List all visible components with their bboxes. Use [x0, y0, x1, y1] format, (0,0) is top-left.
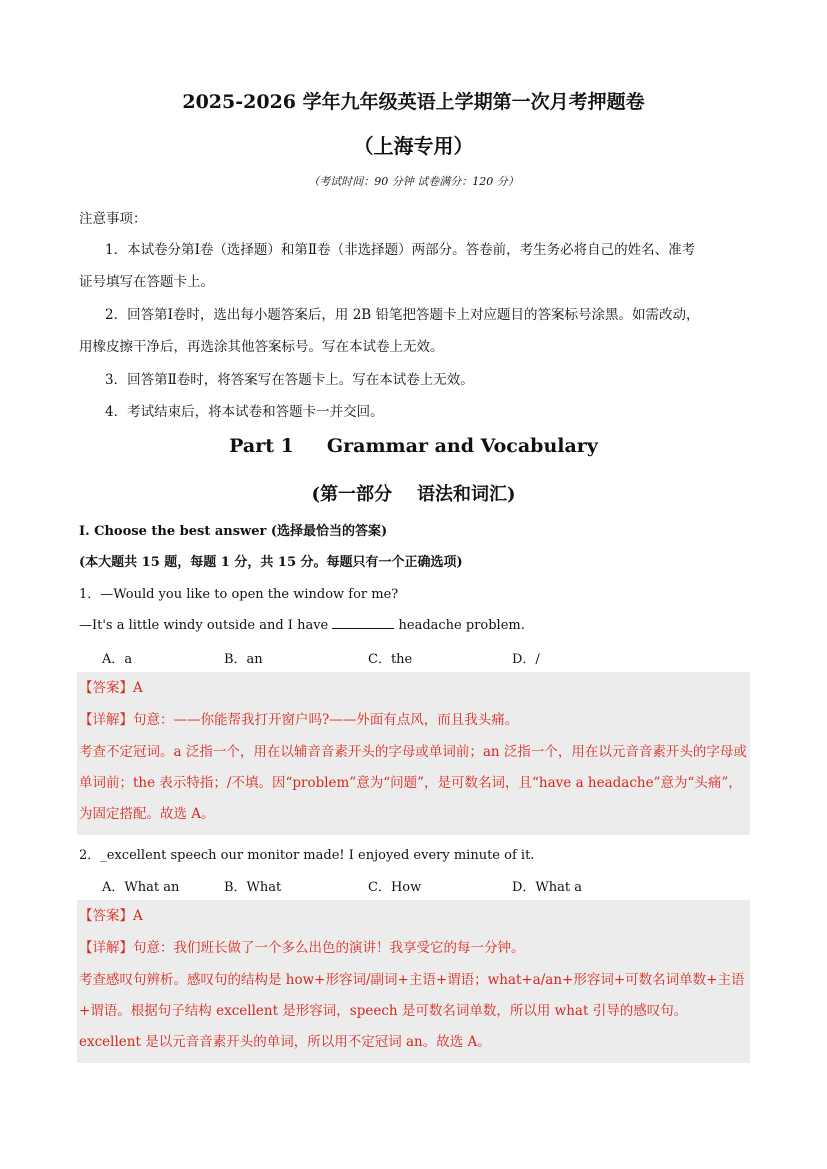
question-1-stem: 1．—Would you like to open the window for me?	[79, 587, 399, 602]
notice-item-1-line-2: 证号填写在答题卡上。	[79, 274, 214, 290]
question-1-option-d[interactable]: D．/	[512, 652, 540, 667]
exam-subtitle: （上海专用）	[353, 134, 474, 158]
question-2-option-b[interactable]: B．What	[224, 880, 282, 895]
question-2-stem: 2．_excellent speech our monitor made! I enjoyed every minute of it.	[79, 848, 535, 863]
section-instructions: (本大题共 15 题，每题 1 分，共 15 分。每题只有一个正确选项)	[79, 555, 463, 570]
answer-blank	[332, 616, 394, 629]
notice-item-2-line-2: 用橡皮擦干净后，再选涂其他答案标号。写在本试卷上无效。	[79, 339, 444, 355]
question-2-explanation: 考查感叹句辨析。感叹句的结构是 how+形容词/副词+主语+谓语；what+a/an+形容词+可数名词单数+主语+谓语。根据句子结构 excellent 是形容词，speech 是可数名词单数，所以用 what 引导的感叹句。excellent 是以元音音素开头的单词，所以用不定冠词 an。故选 A。	[79, 972, 745, 1050]
question-1-option-c[interactable]: C．the	[368, 652, 413, 667]
question-1-explanation: 考查不定冠词。a 泛指一个，用在以辅音音素开头的字母或单词前；an 泛指一个，用在以元音音素开头的字母或单词前；the 表示特指；/不填。因“problem”意为“问题”，是可数名词，且“have a headache”意为“头痛”，为固定搭配。故选 A。	[79, 744, 747, 822]
question-1-line-2	[79, 616, 749, 633]
question-2-option-a[interactable]: A．What an	[102, 880, 180, 895]
question-2-answer: 【答案】A	[79, 908, 143, 924]
notice-item-4: 4．考试结束后，将本试卷和答题卡一并交回。	[105, 404, 384, 420]
section-heading: I. Choose the best answer (选择最恰当的答案)	[79, 524, 388, 539]
notice-heading: 注意事项：	[79, 211, 147, 227]
question-1-text-before: —It's a little windy outside and I have	[79, 618, 333, 633]
part-title-en: Part 1 Grammar and Vocabulary	[229, 435, 598, 457]
question-2-option-d[interactable]: D．What a	[512, 880, 583, 895]
exam-info: （考试时间：90 分钟 试卷满分：120 分）	[308, 175, 519, 188]
question-1-option-a[interactable]: A．a	[102, 652, 133, 667]
notice-item-3: 3．回答第Ⅱ卷时，将答案写在答题卡上。写在本试卷上无效。	[105, 372, 474, 388]
question-1-option-b[interactable]: B．an	[224, 652, 263, 667]
question-1-detail: 【详解】句意：——你能帮我打开窗户吗?——外面有点风，而且我头痛。	[79, 712, 519, 728]
exam-title: 2025-2026 学年九年级英语上学期第一次月考押题卷	[182, 91, 645, 113]
notice-item-2-line-1: 2．回答第Ⅰ卷时，选出每小题答案后，用 2B 铅笔把答题卡上对应题目的答案标号涂黑。如需改动，	[105, 307, 700, 323]
question-2-option-c[interactable]: C．How	[368, 880, 422, 895]
notice-item-1-line-1: 1．本试卷分第Ⅰ卷（选择题）和第Ⅱ卷（非选择题）两部分。答卷前，考生务必将自己的姓名、准考	[105, 242, 696, 258]
question-1-answer: 【答案】A	[79, 680, 143, 696]
question-2-detail: 【详解】句意：我们班长做了一个多么出色的演讲！我享受它的每一分钟。	[79, 940, 525, 956]
question-1-text-after: headache problem.	[394, 618, 525, 633]
part-title-cn: (第一部分 语法和词汇)	[311, 484, 516, 505]
